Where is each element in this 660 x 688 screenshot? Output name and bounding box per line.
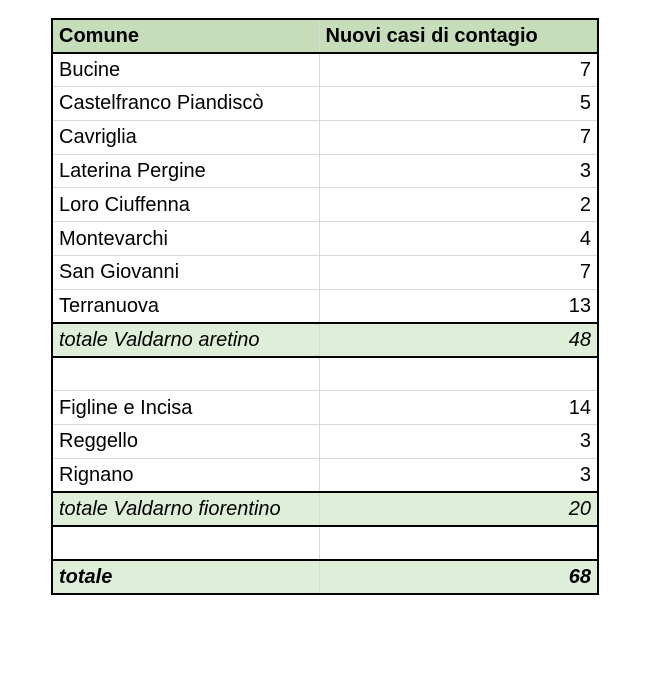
- cell-casi[interactable]: 3: [319, 458, 598, 492]
- subtotal-value[interactable]: 20: [319, 492, 598, 526]
- table-row: [52, 222, 598, 256]
- total-label[interactable]: totale: [52, 560, 319, 594]
- cell-comune[interactable]: Terranuova: [52, 289, 319, 323]
- header-row: [52, 19, 598, 53]
- cell-comune[interactable]: Cavriglia: [52, 120, 319, 154]
- cell-casi[interactable]: 3: [319, 425, 598, 459]
- table-row: [52, 154, 598, 188]
- blank-row: [52, 357, 598, 391]
- cell-casi[interactable]: 2: [319, 188, 598, 222]
- cell-casi[interactable]: 13: [319, 289, 598, 323]
- empty-cell[interactable]: [319, 357, 598, 391]
- subtotal-label[interactable]: totale Valdarno aretino: [52, 323, 319, 357]
- cell-casi[interactable]: 5: [319, 87, 598, 121]
- empty-cell[interactable]: [52, 357, 319, 391]
- cell-comune[interactable]: Castelfranco Piandiscò: [52, 87, 319, 121]
- contagion-table: [51, 18, 599, 595]
- empty-cell[interactable]: [319, 526, 598, 560]
- cell-comune[interactable]: San Giovanni: [52, 256, 319, 290]
- subtotal-value[interactable]: 48: [319, 323, 598, 357]
- table-row: [52, 120, 598, 154]
- table-row: [52, 256, 598, 290]
- total-value[interactable]: 68: [319, 560, 598, 594]
- subtotal-row-aretino: [52, 323, 598, 357]
- cell-comune[interactable]: Bucine: [52, 53, 319, 87]
- table-row: [52, 391, 598, 425]
- empty-cell[interactable]: [52, 526, 319, 560]
- table-row: [52, 188, 598, 222]
- table-row: [52, 425, 598, 459]
- cell-casi[interactable]: 7: [319, 256, 598, 290]
- cell-comune[interactable]: Rignano: [52, 458, 319, 492]
- header-nuovi-casi[interactable]: Nuovi casi di contagio: [319, 19, 598, 53]
- cell-casi[interactable]: 7: [319, 120, 598, 154]
- table-row: [52, 289, 598, 323]
- table-row: [52, 87, 598, 121]
- table-row: [52, 458, 598, 492]
- cell-comune[interactable]: Montevarchi: [52, 222, 319, 256]
- blank-row: [52, 526, 598, 560]
- cell-comune[interactable]: Laterina Pergine: [52, 154, 319, 188]
- cell-casi[interactable]: 3: [319, 154, 598, 188]
- cell-casi[interactable]: 14: [319, 391, 598, 425]
- grand-total-row: [52, 560, 598, 594]
- cell-comune[interactable]: Figline e Incisa: [52, 391, 319, 425]
- cell-casi[interactable]: 4: [319, 222, 598, 256]
- cell-comune[interactable]: Reggello: [52, 425, 319, 459]
- subtotal-label[interactable]: totale Valdarno fiorentino: [52, 492, 319, 526]
- cell-comune[interactable]: Loro Ciuffenna: [52, 188, 319, 222]
- cell-casi[interactable]: 7: [319, 53, 598, 87]
- table-row: [52, 53, 598, 87]
- subtotal-row-fiorentino: [52, 492, 598, 526]
- header-comune[interactable]: Comune: [52, 19, 319, 53]
